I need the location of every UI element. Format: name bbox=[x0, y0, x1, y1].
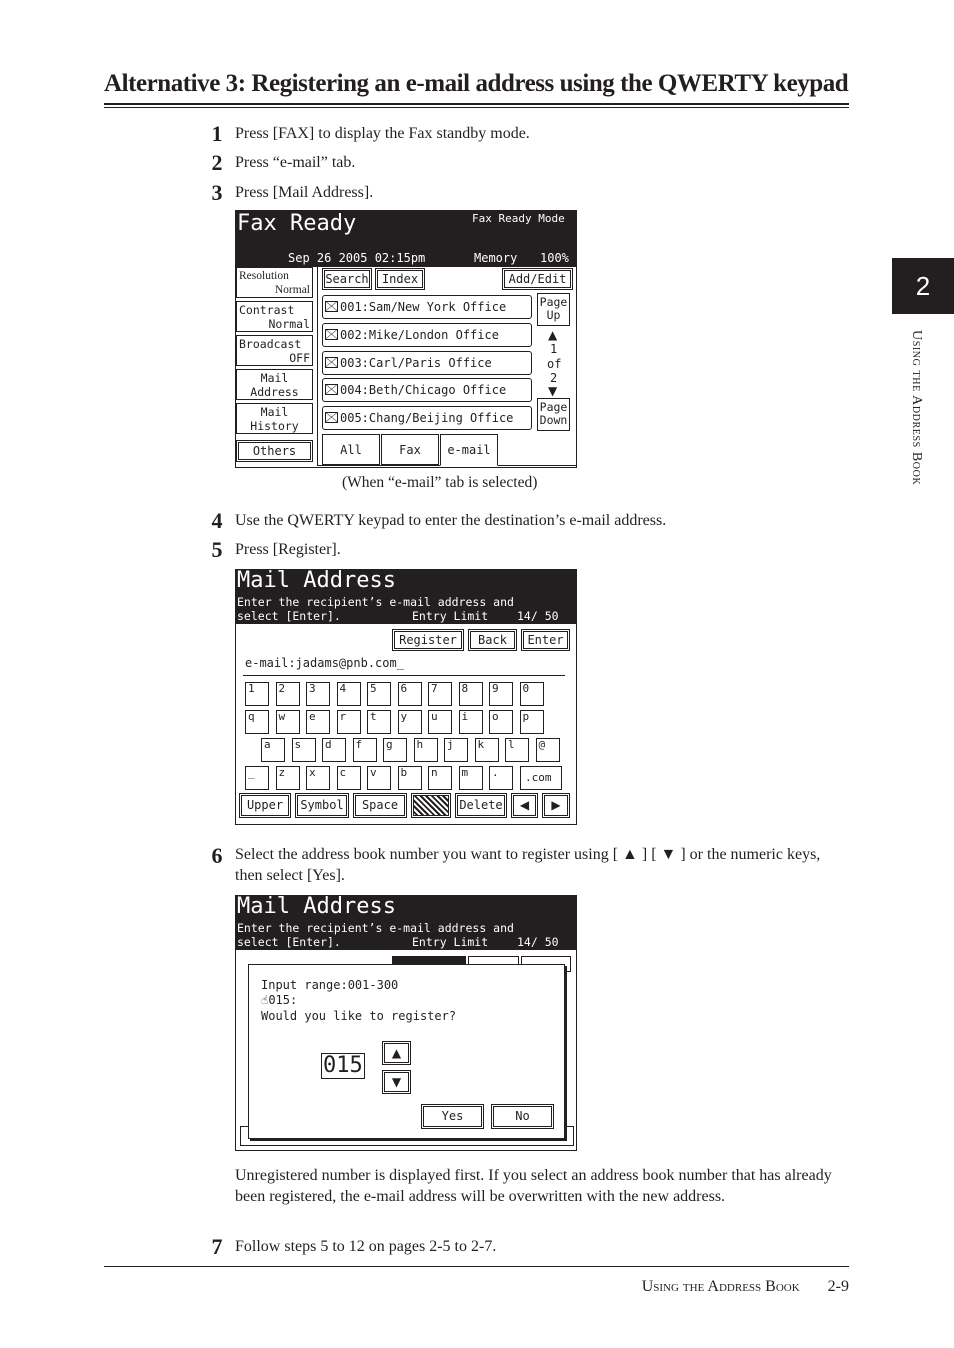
address-entry-text: 003:Carl/Paris Office bbox=[340, 356, 492, 370]
footer bbox=[642, 1278, 849, 1296]
mail-address-label-1: Mail bbox=[260, 371, 289, 385]
step-text: Use the QWERTY keypad to enter the destination’s e-mail address. bbox=[235, 512, 667, 529]
mode-label: Fax Ready Mode bbox=[472, 212, 565, 225]
current-entry-number: 015: bbox=[268, 993, 298, 1007]
key[interactable]: 3 bbox=[306, 682, 330, 706]
step-number: 6 bbox=[211, 843, 223, 868]
index-button[interactable]: Index bbox=[375, 268, 425, 290]
step-number: 1 bbox=[211, 121, 223, 146]
register-question: Would you like to register? bbox=[261, 1009, 457, 1023]
key[interactable]: s bbox=[292, 738, 316, 762]
key[interactable]: v bbox=[367, 766, 391, 790]
key[interactable]: k bbox=[475, 738, 499, 762]
key[interactable]: i bbox=[459, 710, 483, 734]
key[interactable]: l bbox=[505, 738, 529, 762]
key[interactable]: z bbox=[276, 766, 300, 790]
key[interactable]: u bbox=[428, 710, 452, 734]
step-text: Press [Register]. bbox=[235, 541, 341, 558]
tab-fax[interactable]: Fax bbox=[381, 434, 439, 465]
contrast-button[interactable] bbox=[236, 301, 313, 332]
page-up-label-2: Up bbox=[546, 308, 561, 323]
key[interactable]: y bbox=[398, 710, 422, 734]
entry-limit-value: 14/ 50 bbox=[517, 935, 559, 949]
key[interactable]: g bbox=[383, 738, 407, 762]
resolution-value: Normal bbox=[274, 284, 310, 296]
key[interactable]: a bbox=[261, 738, 285, 762]
tab-all[interactable]: All bbox=[322, 434, 380, 465]
address-entry-text: 002:Mike/London Office bbox=[340, 328, 499, 342]
key[interactable]: 4 bbox=[337, 682, 361, 706]
current-entry bbox=[261, 993, 297, 1007]
mail-icon bbox=[325, 329, 338, 340]
page-of-label: of bbox=[547, 357, 562, 371]
current-page: 1 bbox=[550, 342, 558, 356]
mail-icon bbox=[325, 384, 338, 395]
heading-rule-thin bbox=[104, 107, 849, 108]
page-up-label-1: Page bbox=[539, 295, 568, 309]
broadcast-label: Broadcast bbox=[239, 337, 302, 351]
key[interactable]: o bbox=[489, 710, 513, 734]
key[interactable]: b bbox=[398, 766, 422, 790]
mail-history-label-2: History bbox=[250, 419, 299, 433]
resolution-button[interactable] bbox=[236, 267, 313, 298]
up-triangle-icon: ▲ bbox=[548, 328, 558, 342]
divider bbox=[317, 266, 318, 466]
down-triangle-icon: ▼ bbox=[548, 384, 558, 398]
mail-address-button[interactable] bbox=[236, 369, 313, 400]
input-range: Input range:001-300 bbox=[261, 978, 399, 992]
tab-email[interactable]: e-mail bbox=[440, 434, 498, 466]
email-input[interactable]: e-mail:jadams@pnb.com_ bbox=[245, 656, 404, 670]
key[interactable]: 0 bbox=[520, 682, 544, 706]
key[interactable]: 9 bbox=[489, 682, 513, 706]
screen-header bbox=[236, 570, 576, 624]
space-button[interactable]: Space bbox=[353, 793, 407, 818]
input-underline bbox=[243, 675, 565, 676]
key[interactable]: 6 bbox=[398, 682, 422, 706]
broadcast-value: OFF bbox=[289, 351, 310, 365]
page-down-label-1: Page bbox=[539, 400, 568, 414]
up-button[interactable]: ▲ bbox=[382, 1041, 411, 1065]
heading-rule bbox=[104, 103, 849, 105]
page-number: 2-9 bbox=[827, 1278, 849, 1295]
memory-label: Memory bbox=[474, 251, 518, 265]
key[interactable]: n bbox=[428, 766, 452, 790]
key[interactable]: d bbox=[322, 738, 346, 762]
page-down-label-2: Down bbox=[539, 413, 568, 428]
number-display: 015 bbox=[323, 1053, 363, 1078]
key[interactable]: f bbox=[353, 738, 377, 762]
key[interactable]: c bbox=[337, 766, 361, 790]
others-button[interactable]: Others bbox=[236, 440, 313, 462]
mail-icon bbox=[325, 412, 338, 423]
entry-limit-label: Entry Limit bbox=[412, 609, 489, 623]
key[interactable]: 5 bbox=[367, 682, 391, 706]
right-arrow-button[interactable]: ▶ bbox=[542, 793, 570, 818]
broadcast-button[interactable] bbox=[236, 335, 313, 366]
instruction-line-1: Enter the recipient’s e-mail address and bbox=[237, 595, 514, 609]
key[interactable]: @ bbox=[536, 738, 560, 762]
step-number: 5 bbox=[211, 537, 223, 562]
screen-title: Fax Ready bbox=[237, 211, 357, 236]
mail-icon bbox=[325, 301, 338, 312]
key[interactable]: p bbox=[520, 710, 544, 734]
footer-rule bbox=[104, 1266, 849, 1267]
step-number: 3 bbox=[211, 180, 223, 205]
step-number: 7 bbox=[211, 1234, 223, 1259]
step-text: Press [Mail Address]. bbox=[235, 184, 374, 201]
page-down-button[interactable] bbox=[537, 398, 570, 431]
resolution-label: Resolution bbox=[239, 270, 289, 282]
key[interactable]: 1 bbox=[245, 682, 269, 706]
step-text: Press “e-mail” tab. bbox=[235, 154, 356, 171]
instruction-line-2: select [Enter]. bbox=[237, 935, 341, 949]
key[interactable]: t bbox=[367, 710, 391, 734]
address-entry[interactable] bbox=[322, 323, 532, 347]
add-edit-button[interactable]: Add/Edit bbox=[502, 268, 573, 290]
instruction-line-2: select [Enter]. bbox=[237, 609, 341, 623]
address-entry[interactable] bbox=[322, 378, 532, 402]
key[interactable]: . bbox=[489, 766, 513, 790]
screen-title: Mail Address bbox=[237, 569, 396, 593]
backspace-button[interactable] bbox=[411, 793, 451, 818]
note-paragraph: Unregistered number is displayed first. If you select an address book number that has already been registered, the e-mail address will be overwritten with the new address. bbox=[235, 1167, 832, 1205]
screen-title: Mail Address bbox=[237, 895, 396, 919]
address-entry-text: 004:Beth/Chicago Office bbox=[340, 383, 507, 397]
mail-history-label-1: Mail bbox=[260, 405, 289, 419]
key[interactable]: 8 bbox=[459, 682, 483, 706]
back-button[interactable]: Back bbox=[468, 629, 517, 651]
down-button[interactable]: ▼ bbox=[382, 1070, 411, 1094]
total-pages: 2 bbox=[550, 371, 558, 385]
contrast-value: Normal bbox=[268, 317, 310, 331]
section-heading: Alternative 3: Registering an e-mail address using the QWERTY keypad bbox=[104, 70, 849, 97]
page-up-button[interactable] bbox=[537, 293, 570, 326]
yes-button[interactable]: Yes bbox=[421, 1104, 484, 1129]
memory-value: 100% bbox=[540, 251, 569, 265]
entry-limit-label: Entry Limit bbox=[412, 935, 489, 949]
hand-icon: ☝ bbox=[261, 993, 269, 1007]
step-number: 4 bbox=[211, 508, 223, 533]
key[interactable]: 7 bbox=[428, 682, 452, 706]
instruction-line-1: Enter the recipient’s e-mail address and bbox=[237, 921, 514, 935]
no-button[interactable]: No bbox=[491, 1104, 554, 1129]
address-entry-text: 001:Sam/New York Office bbox=[340, 300, 507, 314]
step-text: Press [FAX] to display the Fax standby mode. bbox=[235, 125, 530, 142]
key[interactable]: h bbox=[414, 738, 438, 762]
left-arrow-button[interactable]: ◀ bbox=[511, 793, 538, 818]
key[interactable]: _ bbox=[245, 766, 269, 790]
datetime: Sep 26 2005 02:15pm bbox=[288, 251, 426, 265]
enter-button[interactable]: Enter bbox=[521, 629, 570, 651]
step-number: 2 bbox=[211, 150, 223, 175]
key[interactable]: m bbox=[459, 766, 483, 790]
search-button[interactable]: Search bbox=[322, 268, 372, 290]
key[interactable]: x bbox=[306, 766, 330, 790]
address-entry[interactable] bbox=[322, 406, 532, 430]
contrast-label: Contrast bbox=[239, 303, 295, 317]
chapter-tab: 2 bbox=[892, 258, 954, 314]
step-text: Follow steps 5 to 12 on pages 2-5 to 2-7. bbox=[235, 1238, 497, 1255]
footer-section: Using the Address Book bbox=[641, 1278, 800, 1295]
register-dialog bbox=[248, 964, 565, 1139]
mail-icon bbox=[325, 357, 338, 368]
symbol-button[interactable]: Symbol bbox=[295, 793, 349, 818]
key[interactable]: j bbox=[444, 738, 468, 762]
dotcom-key[interactable]: .com bbox=[520, 766, 562, 790]
screen-caption: (When “e-mail” tab is selected) bbox=[342, 474, 538, 491]
delete-button[interactable]: Delete bbox=[455, 793, 507, 818]
register-button[interactable]: Register bbox=[392, 629, 464, 651]
screen-header bbox=[236, 211, 576, 267]
key[interactable]: q bbox=[245, 710, 269, 734]
step-text: Select the address book number you want to register using [ ▲ ] [ ▼ ] or the numeric keys, then select [Yes]. bbox=[235, 846, 821, 884]
mail-history-button[interactable] bbox=[236, 403, 313, 434]
screen-header bbox=[236, 896, 576, 950]
address-entry-text: 005:Chang/Beijing Office bbox=[340, 411, 514, 425]
key[interactable]: r bbox=[337, 710, 361, 734]
entry-limit-value: 14/ 50 bbox=[517, 609, 559, 623]
key[interactable]: w bbox=[276, 710, 300, 734]
chapter-side-label: Using the Address Book bbox=[909, 330, 924, 486]
key[interactable]: e bbox=[306, 710, 330, 734]
address-entry[interactable] bbox=[322, 351, 532, 375]
address-entry[interactable] bbox=[322, 295, 532, 319]
upper-button[interactable]: Upper bbox=[239, 793, 291, 818]
mail-address-label-2: Address bbox=[250, 385, 299, 399]
key[interactable]: 2 bbox=[276, 682, 300, 706]
